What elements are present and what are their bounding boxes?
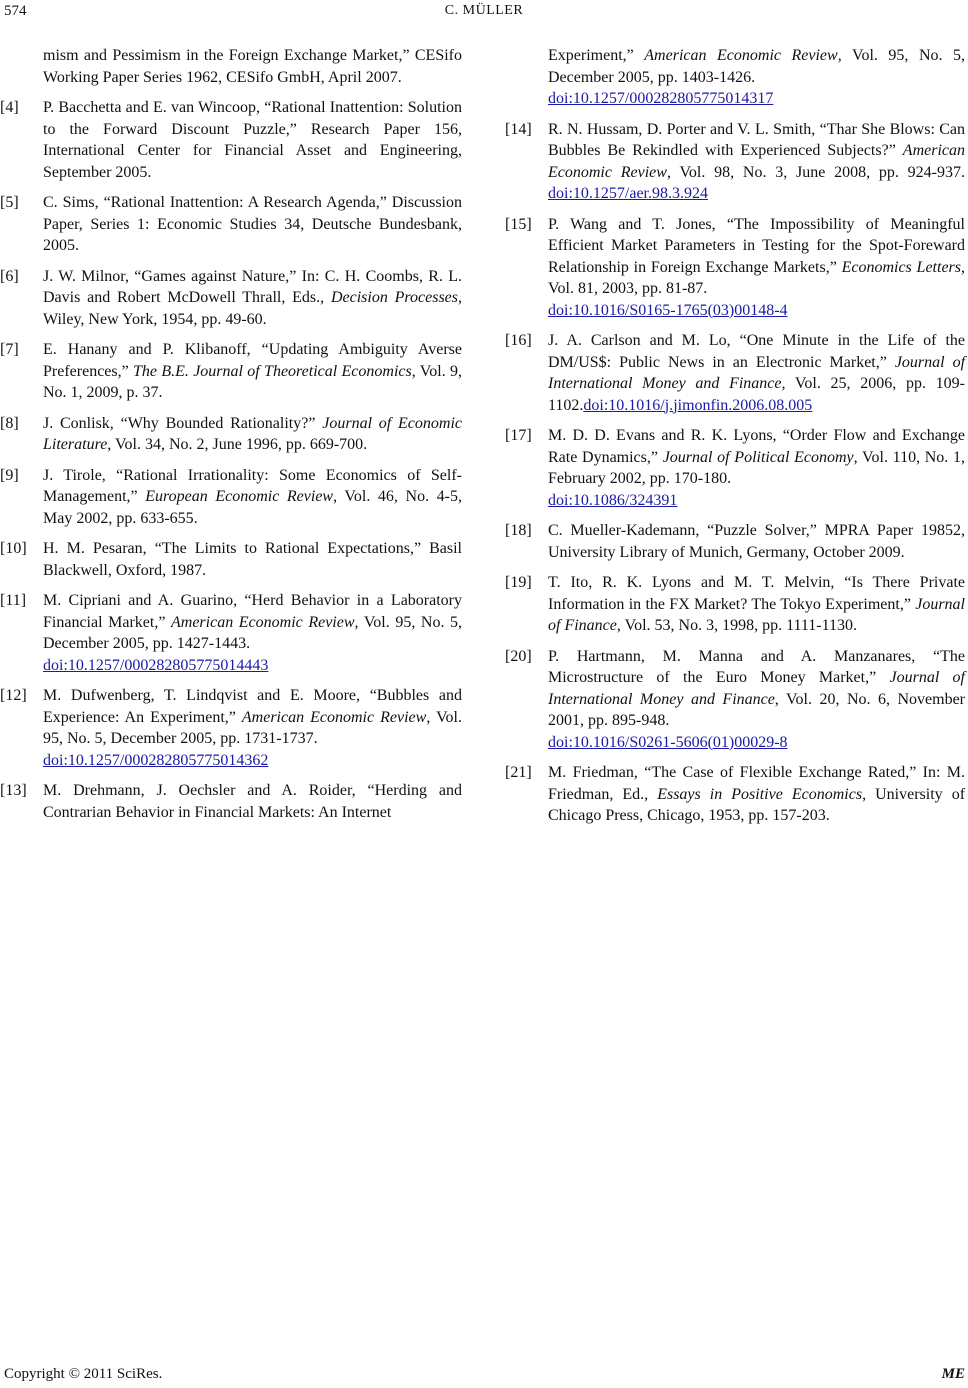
reference-number: [10] (0, 540, 27, 557)
page-number: 574 (4, 3, 27, 19)
reference-number: [21] (505, 764, 532, 781)
reference-item (505, 646, 965, 754)
reference-item (0, 339, 462, 404)
reference-number: [7] (0, 341, 19, 358)
reference-details: , Vol. 25, 2006, pp. 109-1102. (548, 375, 965, 414)
reference-details: , Vol. 110, No. 1, February 2002, pp. 170-180. (548, 448, 966, 487)
reference-authors-title: J. A. Carlson and M. Lo, “One Minute in the Life of the DM/US$: Public News in an Electronic Market,” (548, 332, 965, 371)
reference-number: [9] (0, 466, 19, 484)
reference-number: [11] (0, 592, 27, 609)
reference-item (0, 685, 462, 771)
reference-journal: Essays in Positive Economics (657, 785, 863, 803)
reference-item (505, 425, 965, 511)
reference-item (505, 762, 965, 827)
reference-item (0, 266, 462, 331)
reference-text (548, 425, 965, 511)
right-column (505, 45, 965, 836)
reference-text (43, 339, 462, 404)
footer-copyright: Copyright © 2011 SciRes. (4, 1366, 163, 1382)
reference-authors-title: H. M. Pesaran, “The Limits to Rational Expectations,” Basil Blackwell, Oxford, 1987. (43, 540, 462, 579)
reference-text (43, 266, 462, 331)
reference-text (548, 762, 965, 827)
reference-journal: Decision Processes (330, 289, 459, 306)
reference-journal: Journal of International Money and Finance (548, 669, 966, 708)
reference-authors-title: T. Ito, R. K. Lyons and M. T. Melvin, “Is There Private Information in the FX Market? The Tokyo Experiment,” (548, 574, 965, 613)
reference-text (548, 520, 965, 563)
reference-text (548, 45, 965, 110)
reference-item (0, 413, 462, 456)
reference-authors-title: R. N. Hussam, D. Porter and V. L. Smith, “Thar She Blows: Can Bubbles Be Rekindled with Experienced Subjects?” (548, 120, 965, 159)
footer-journal-abbrev: ME (941, 1366, 965, 1382)
reference-authors-title: Experiment,” (548, 47, 645, 64)
reference-number: [19] (505, 574, 532, 591)
reference-item (0, 192, 462, 257)
doi-link[interactable]: doi:10.1257/000282805775014362 (43, 751, 269, 769)
reference-authors-title: J. W. Milnor, “Games against Nature,” In: C. H. Coombs, R. L. Davis and Robert McDowell Thrall, Eds., (43, 267, 462, 306)
reference-text (548, 330, 965, 416)
reference-text (43, 590, 462, 676)
doi-link[interactable]: doi:10.1016/S0165-1765(03)00148-4 (548, 301, 788, 319)
reference-details: , Vol. 98, No. 3, June 2008, pp. 924-937. (666, 163, 966, 181)
reference-authors-title: J. Conlisk, “Why Bounded Rationality?” (43, 414, 323, 432)
reference-details: , Vol. 9, No. 1, 2009, p. 37. (43, 362, 463, 401)
reference-item (505, 330, 965, 416)
reference-journal: American Economic Review (241, 708, 427, 726)
reference-authors-title: M. Dufwenberg, T. Lindqvist and E. Moore, “Bubbles and Experience: An Experiment,” (43, 687, 462, 726)
reference-text (43, 465, 462, 530)
doi-link[interactable]: doi:10.1086/324391 (548, 491, 678, 509)
reference-details: , University of Chicago Press, Chicago, 1953, pp. 157-203. (548, 785, 966, 824)
reference-authors-title: E. Hanany and P. Klibanoff, “Updating Ambiguity Averse Preferences,” (43, 341, 462, 380)
reference-text (43, 413, 462, 456)
reference-details: , Vol. 34, No. 2, June 1996, pp. 669-700. (107, 436, 368, 453)
reference-number: [17] (505, 427, 532, 444)
reference-details: , Vol. 81, 2003, pp. 81-87. (548, 258, 965, 297)
reference-text (548, 119, 965, 205)
reference-item (0, 97, 462, 183)
reference-details: , Vol. 20, No. 6, November 2001, pp. 895-948. (548, 690, 965, 729)
reference-journal: The B.E. Journal of Theoretical Economics (133, 362, 412, 380)
running-header-author: C. MÜLLER (444, 3, 524, 18)
reference-details: , Vol. 95, No. 5, December 2005, pp. 1427-1443. (43, 613, 463, 652)
reference-journal: European Economic Review (145, 488, 334, 505)
reference-details: , Vol. 95, No. 5, December 2005, pp. 1731-1737. (43, 708, 463, 747)
doi-link[interactable]: doi:10.1016/S0261-5606(01)00029-8 (548, 733, 788, 751)
reference-number: [15] (505, 215, 532, 233)
doi-link[interactable]: doi:10.1257/000282805775014443 (43, 656, 269, 674)
reference-number: [4] (0, 99, 19, 116)
reference-journal: American Economic Review (644, 47, 838, 64)
reference-text (548, 572, 965, 637)
reference-text (43, 780, 462, 823)
reference-number: [5] (0, 194, 19, 211)
reference-authors-title: M. Cipriani and A. Guarino, “Herd Behavior in a Laboratory Financial Market,” (43, 592, 462, 631)
reference-journal: American Economic Review (548, 142, 965, 181)
reference-journal: Economics Letters (841, 258, 961, 276)
reference-text (43, 538, 462, 581)
reference-continuation (0, 45, 462, 88)
reference-journal: Journal of Political Economy (662, 448, 854, 466)
reference-text (548, 214, 965, 322)
reference-journal: Journal of International Money and Finance (548, 353, 966, 392)
reference-item (505, 520, 965, 563)
reference-authors-title: P. Bacchetta and E. van Wincoop, “Rational Inattention: Solution to the Forward Discount Puzzle,” Research Paper 156, International Center for Financial Asset and Engineering, September 2005. (43, 99, 462, 181)
reference-authors-title: M. D. D. Evans and R. K. Lyons, “Order Flow and Exchange Rate Dynamics,” (548, 427, 965, 466)
reference-number: [13] (0, 782, 27, 799)
reference-text (43, 97, 462, 183)
reference-number: [20] (505, 647, 532, 665)
reference-details: , Vol. 95, No. 5, December 2005, pp. 1403-1426. (548, 47, 966, 86)
reference-authors-title: P. Wang and T. Jones, “The Impossibility of Meaningful Efficient Market Parameters in Testing for the Spot-Foreward Relationship in Foreign Exchange Markets,” (548, 215, 965, 276)
reference-text: mism and Pessimism in the Foreign Exchange Market,” CESifo Working Paper Series 1962, CESifo GmbH, April 2007. (43, 47, 462, 86)
reference-item (0, 780, 462, 823)
reference-authors-title: P. Hartmann, M. Manna and A. Manzanares, “The Microstructure of the Euro Money Market,” (548, 647, 965, 686)
reference-item (505, 572, 965, 637)
reference-item (0, 538, 462, 581)
reference-continuation (505, 45, 965, 110)
doi-link[interactable]: doi:10.1016/j.jimonfin.2006.08.005 (583, 396, 813, 414)
reference-text (43, 192, 462, 257)
reference-number: [18] (505, 522, 532, 539)
reference-item (505, 214, 965, 322)
reference-journal: Journal of Finance (548, 595, 965, 634)
reference-journal: Journal of Economic Literature (43, 414, 463, 453)
reference-number: [16] (505, 332, 532, 349)
reference-authors-title: C. Mueller-Kademann, “Puzzle Solver,” MPRA Paper 19852, University Library of Munich, Germany, October 2009. (548, 522, 965, 561)
doi-link[interactable]: doi:10.1257/aer.98.3.924 (548, 185, 708, 202)
reference-authors-title: M. Friedman, “The Case of Flexible Exchange Rated,” In: M. Friedman, Ed., (548, 764, 965, 803)
reference-authors-title: J. Tirole, “Rational Irrationality: Some Economics of Self-Management,” (43, 466, 462, 505)
reference-details: , Vol. 46, No. 4-5, May 2002, pp. 633-655. (43, 488, 462, 527)
reference-details: , Vol. 53, No. 3, 1998, pp. 1111-1130. (616, 617, 858, 634)
reference-authors-title: C. Sims, “Rational Inattention: A Research Agenda,” Discussion Paper, Series 1: Economic Studies 34, Deutsche Bundesbank, 2005. (43, 194, 462, 254)
reference-journal: American Economic Review (171, 613, 355, 631)
reference-number: [12] (0, 687, 27, 704)
left-column (0, 45, 462, 832)
reference-authors-title: M. Drehmann, J. Oechsler and A. Roider, “Herding and Contrarian Behavior in Financial Markets: An Internet (43, 782, 462, 821)
reference-text (548, 646, 965, 754)
reference-number: [6] (0, 267, 19, 285)
reference-item (0, 590, 462, 676)
reference-text (43, 685, 462, 771)
reference-item (0, 465, 462, 530)
reference-item (505, 119, 965, 205)
doi-link[interactable]: doi:10.1257/000282805775014317 (548, 90, 774, 107)
reference-number: [8] (0, 414, 19, 432)
reference-details: , Wiley, New York, 1954, pp. 49-60. (43, 289, 463, 328)
reference-number: [14] (505, 120, 532, 138)
